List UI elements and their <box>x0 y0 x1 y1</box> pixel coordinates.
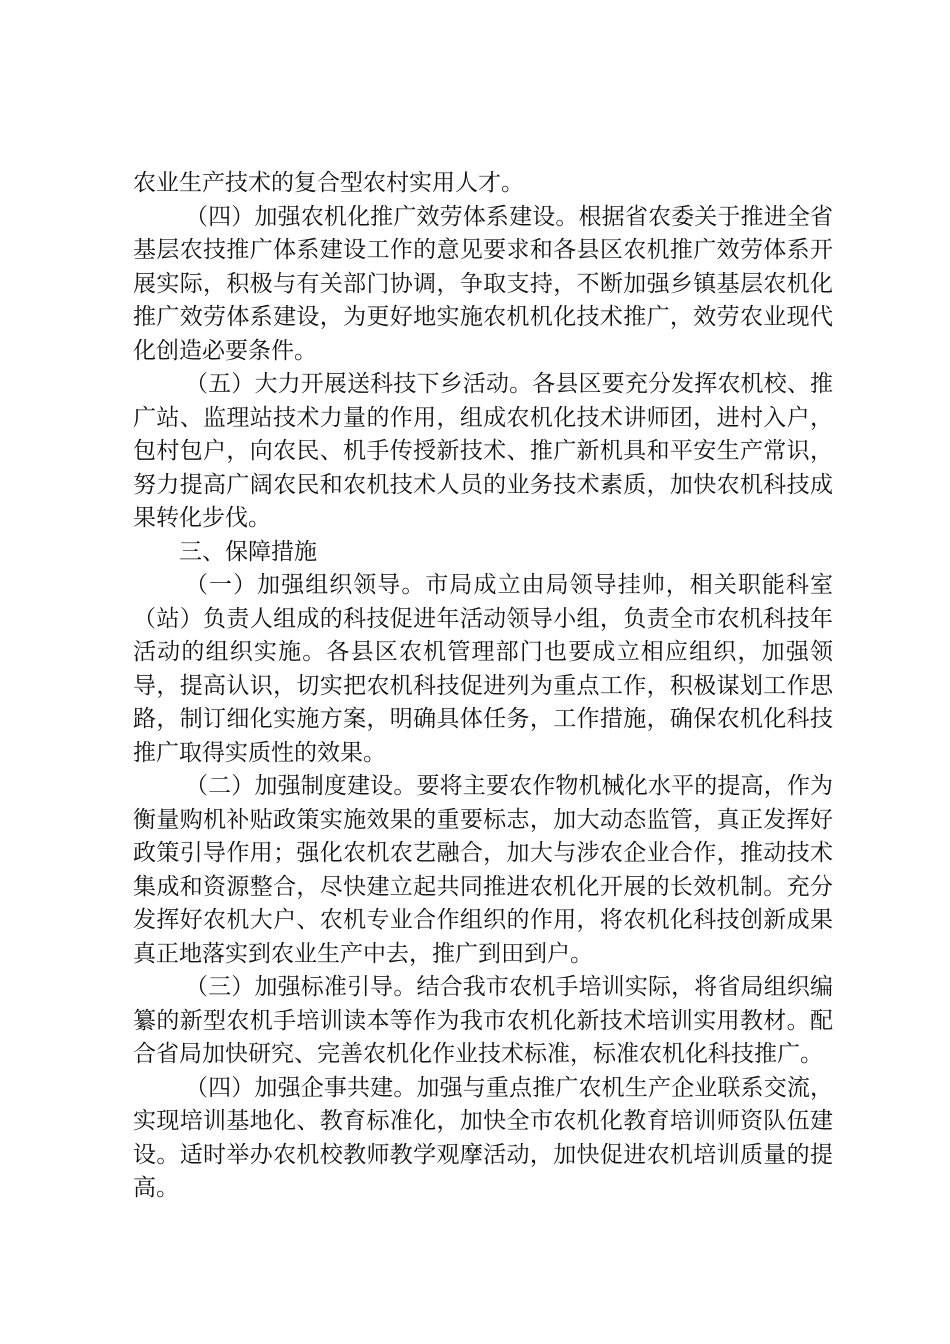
paragraph-safeguard-3-standards: （三）加强标准引导。结合我市农机手培训实际，将省局组织编纂的新型农机手培训读本等作为我市农机化新技术培训实用教材。配合省局加快研究、完善农机化作业技术标准，标准农机化科技推广。 <box>133 974 833 1067</box>
document-body <box>133 167 833 1206</box>
paragraph-item-5-tech-to-countryside: （五）大力开展送科技下乡活动。各县区要充分发挥农机校、推广站、监理站技术力量的作用，组成农机化技术讲师团，进村入户，包村包户，向农民、机手传授新技术、推广新机具和平安生产常识，努力提高广阔农民和农机技术人员的业务技术素质，加快农机科技成果转化步伐。 <box>133 371 833 531</box>
paragraph-safeguard-2-system: （二）加强制度建设。要将主要农作物机械化水平的提高，作为衡量购机补贴政策实施效果的重要标志，加大动态监管，真正发挥好政策引导作用；强化农机农艺融合，加大与涉农企业合作，推动技术集成和资源整合，尽快建立起共同推进农机化开展的长效机制。充分发挥好农机大户、农机专业合作组织的作用，将农机化科技创新成果真正地落实到农业生产中去，推广到田到户。 <box>133 773 833 967</box>
paragraph-safeguard-1-leadership: （一）加强组织领导。市局成立由局领导挂帅，相关职能科室（站）负责人组成的科技促进年活动领导小组，负责全市农机科技年活动的组织实施。各县区农机管理部门也要成立相应组织，加强领导，提高认识，切实把农机科技促进列为重点工作，积极谋划工作思路，制订细化实施方案，明确具体任务，工作措施，确保农机化科技推广取得实质性的效果。 <box>133 572 833 766</box>
paragraph-safeguard-4-cooperation: （四）加强企事共建。加强与重点推广农机生产企业联系交流，实现培训基地化、教育标准化，加快全市农机化教育培训师资队伍建设。适时举办农机校教师教学观摩活动，加快促进农机培训质量的提高。 <box>133 1074 833 1201</box>
section-heading-safeguards: 三、保障措施 <box>179 538 317 565</box>
paragraph-item-4-service-system: （四）加强农机化推广效劳体系建设。根据省农委关于推进全省基层农技推广体系建设工作的意见要求和各县区农机推广效劳体系开展实际，积极与有关部门协调，争取支持，不断加强乡镇基层农机化推广效劳体系建设，为更好地实施农机机化技术推广，效劳农业现代化创造必要条件。 <box>133 203 833 364</box>
paragraph-continuation: 农业生产技术的复合型农村实用人才。 <box>133 170 524 196</box>
